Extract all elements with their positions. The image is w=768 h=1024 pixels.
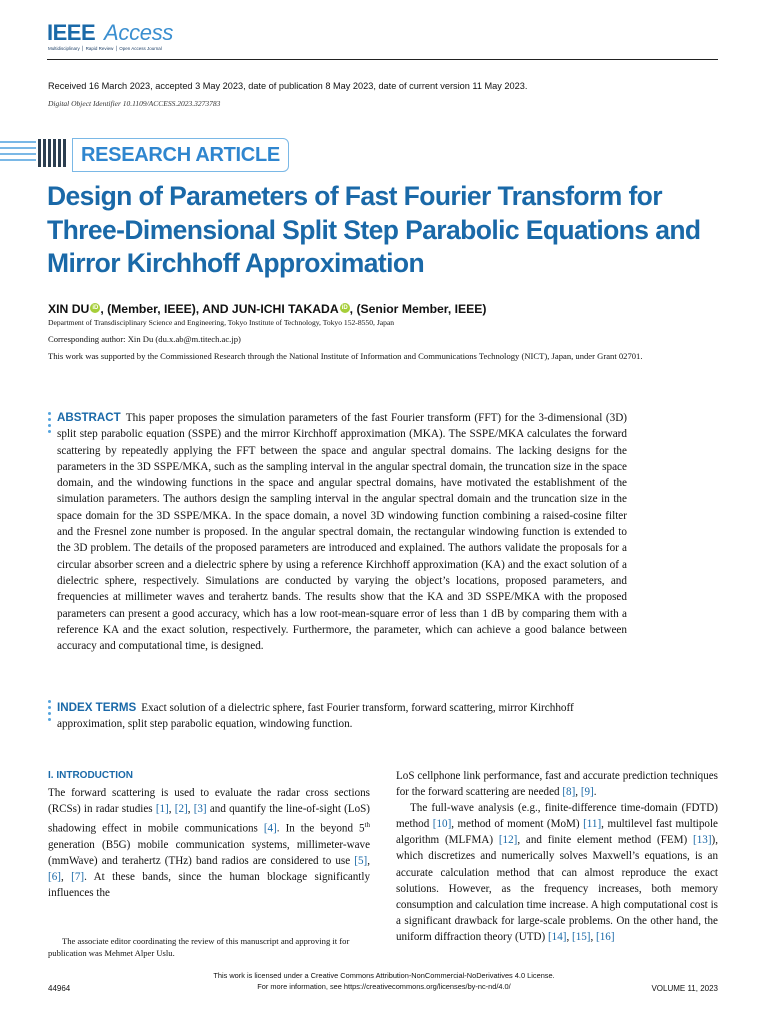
- citation-link[interactable]: [8]: [562, 786, 576, 799]
- intro-left-column: [48, 768, 370, 901]
- journal-tagline: Multidisciplinary ⎪ Rapid Review ⎪ Open Access Journal: [48, 46, 162, 51]
- citation-link[interactable]: [6]: [48, 871, 61, 884]
- author-line: [48, 302, 486, 316]
- paper-title: Design of Parameters of Fast Fourier Transform for Three-Dimensional Split Step Parabolic Equations and Mirror Kirchhoff Approximation: [47, 181, 701, 278]
- header-rule: [47, 59, 718, 60]
- doi-line: Digital Object Identifier 10.1109/ACCESS.2023.3273783: [48, 99, 221, 108]
- citation-link[interactable]: [5]: [354, 855, 368, 868]
- received-dates: Received 16 March 2023, accepted 3 May 2023, date of publication 8 May 2023, date of current version 11 May 2023.: [48, 81, 528, 91]
- intro-paragraph-2: LoS cellphone link performance, fast and accurate prediction techniques for the forward scattering are needed [8], [9].: [396, 770, 718, 799]
- page-number: 44964: [48, 984, 71, 993]
- index-terms: [57, 700, 627, 733]
- author-2-role: , (Senior Member, IEEE): [349, 302, 487, 316]
- citation-link[interactable]: [13]: [693, 834, 712, 847]
- index-terms-label: INDEX TERMS: [57, 701, 137, 714]
- banner-stripes-icon: [0, 137, 70, 169]
- funding-note: This work was supported by the Commissioned Research through the National Institute of Information and Communications Technology (NICT), Japan, under Grant 02701.: [48, 351, 643, 361]
- author-1-name: XIN DU: [48, 302, 90, 316]
- citation-link[interactable]: [2]: [174, 803, 188, 816]
- citation-link[interactable]: [10]: [432, 818, 452, 831]
- citation-link[interactable]: [9]: [580, 786, 594, 799]
- citation-link[interactable]: [1]: [155, 803, 169, 816]
- license-url[interactable]: For more information, see https://creativecommons.org/licenses/by-nc-nd/4.0/: [257, 982, 511, 991]
- intro-right-column: [396, 768, 718, 945]
- index-terms-dots-icon: [48, 700, 52, 724]
- article-type-badge: RESEARCH ARTICLE: [72, 138, 289, 172]
- citation-link[interactable]: [4]: [263, 822, 277, 835]
- volume-label: VOLUME 11, 2023: [651, 984, 718, 993]
- index-terms-text: Exact solution of a dielectric sphere, fast Fourier transform, forward scattering, mirror Kirchhoff approximation, split step parabolic equation, windowing function.: [57, 702, 574, 731]
- intro-paragraph-3: The full-wave analysis (e.g., finite-difference time-domain (FDTD) method [10], method of moment (MoM) [11], multilevel fast multipole algorithm (MLFMA) [12], and finite element method (FEM) [13]), which discretizes and numerically solves Maxwell’s equations, is an accurate calculation method that can almost reproduce the exact solutions. However, as the frequency increases, both memory consumption and calculation time increase. A high computational cost is a significant drawback for large-scale problems. On the other hand, the uniform diffraction theory (UTD) [14], [15], [16]: [396, 802, 718, 943]
- editor-footnote: The associate editor coordinating the review of this manuscript and approving it for publication was Mehmet Alper Uslu.: [48, 936, 350, 958]
- citation-link[interactable]: [3]: [193, 803, 207, 816]
- abstract-dots-icon: [48, 412, 52, 436]
- abstract: [57, 410, 627, 654]
- access-logo-text: Access: [104, 20, 174, 45]
- citation-link[interactable]: [7]: [71, 871, 85, 884]
- corresponding-author: Corresponding author: Xin Du (du.x.ab@m.titech.ac.jp): [48, 334, 241, 344]
- affiliation: Department of Transdisciplinary Science and Engineering, Tokyo Institute of Technology, Tokyo 152-8550, Japan: [48, 318, 395, 327]
- citation-link[interactable]: [14]: [547, 930, 567, 943]
- abstract-label: ABSTRACT: [57, 411, 121, 424]
- author-1-role: , (Member, IEEE), AND JUN-ICHI TAKADA: [100, 302, 339, 316]
- intro-paragraph-1: The forward scattering is used to evaluate the radar cross sections (RCSs) in radar studies [1], [2], [3] and quantify the line-of-sight (LoS) shadowing effect in mobile communications [4]. In the beyond 5th generation (B5G) mobile communication systems, millimeter-wave (mmWave) and terahertz (THz) band radios are considered to use [5], [6], [7]. At these bands, since the human blockage significantly influences the: [48, 787, 371, 900]
- orcid-icon[interactable]: iD: [92, 305, 99, 311]
- citation-link[interactable]: [12]: [498, 834, 518, 847]
- section-heading-introduction: I. INTRODUCTION: [48, 770, 133, 781]
- ieee-logo-text: IEEE: [47, 20, 96, 45]
- citation-link[interactable]: [15]: [572, 930, 591, 943]
- orcid-icon[interactable]: iD: [341, 305, 348, 311]
- license-line: This work is licensed under a Creative Commons Attribution-NonCommercial-NoDerivatives 4.0 License.: [213, 971, 555, 980]
- abstract-text: This paper proposes the simulation parameters of the fast Fourier transform (FFT) for the 3-dimensional (3D) split step parabolic equation (SSPE) and the mirror Kirchhoff approximation (MKA). The SSPE/MKA calculates the forward scattering by repeatedly applying the FFT between the space and angular spectral domains. The lacking designs for the parameters in the 3D SSPE/MKA, such as the sampling interval in the angular spectral domain, the truncation size in the space domain, and the windowing functions in the space and angular spectral domains, have motivated the establishment of the simulation parameters. The authors design the sampling interval in the angular spectral domain and the truncation size in the space domain for the 3D SSPE/MKA. In the space domain, a novel 3D windowing function combining a raised-cosine filter and the Fresnel zone number is proposed. In the angular spectral domain, the rectangular windowing function is extended to the 3D problem. The details of the proposed parameters are introduced and explained. The authors validate the proposals for a circular absorber screen and a dielectric sphere by using a reference Kirchhoff approximation (KA) and the exact solution of a dielectric sphere, respectively. Simulations are conducted by varying the object’s locations, proposed parameters, and frequencies at millimeter waves and terahertz bands. The results show that the KA and 3D SSPE/MKA with the proposed parameters can present a good accuracy, which has a low root-mean-square error of less than 1 dB by comparing them with a reference KA and the exact solution, respectively. Furthermore, the parameter, which can achieve a good balance between accuracy and computational time, is designed.: [57, 412, 627, 653]
- citation-link[interactable]: [11]: [583, 818, 602, 831]
- citation-link[interactable]: [16]: [596, 930, 615, 943]
